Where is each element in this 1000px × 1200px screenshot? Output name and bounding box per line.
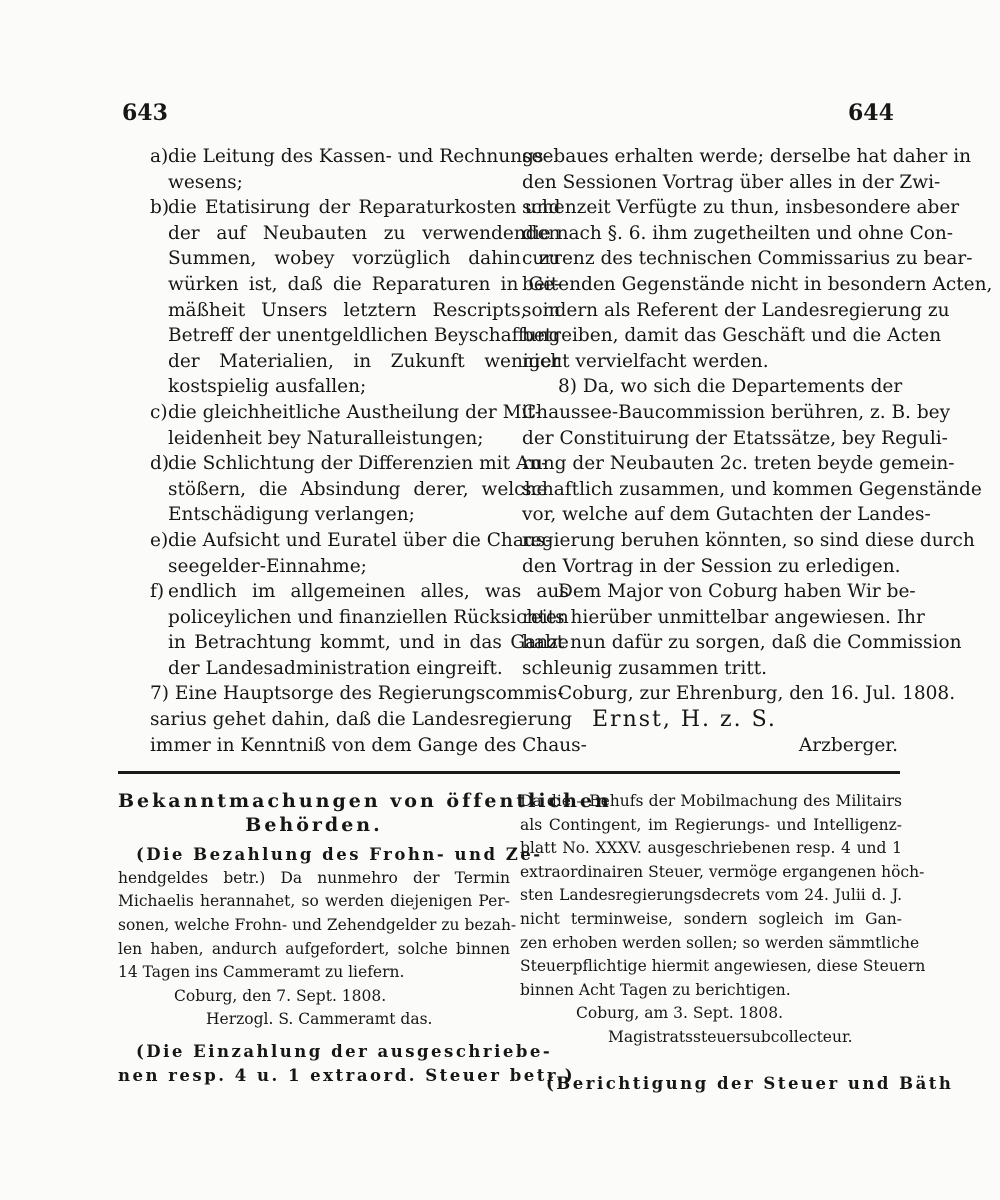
text-line: nicht vervielfacht werden. <box>522 350 769 372</box>
text-line: Dem Major von Coburg haben Wir be- <box>558 581 916 603</box>
text-line: mäßheit Unsers letztern Rescripts, in <box>168 299 561 321</box>
notice-authority: Magistratssteuersubcollecteur. <box>608 1027 853 1046</box>
text-line: regierung beruhen könnten, so sind diese durch <box>522 529 975 551</box>
text-line: leidenheit bey Naturalleistungen; <box>168 427 484 449</box>
text-line: sonen, welche Frohn- und Zehendgelder zu bezah- <box>118 915 517 934</box>
clerk-name: Arzberger. <box>798 734 898 756</box>
section-divider <box>118 771 900 774</box>
next-notice-heading: (Berichtigung der Steuer und Bäth <box>546 1073 954 1093</box>
page-number-right: 644 <box>848 100 894 126</box>
text-line: beitenden Gegenstände nicht in besondern Acten, <box>522 273 993 295</box>
text-line: habt nun dafür zu sorgen, daß die Commission <box>522 632 962 654</box>
text-line: der Constituirung der Etatssätze, bey Reguli- <box>522 427 948 449</box>
text-line: sarius gehet dahin, daß die Landesregierung <box>150 709 573 731</box>
signature: Ernst, H. z. S. <box>592 707 777 733</box>
text-line: Steuerpflichtige hiermit angewiesen, diese Steuern <box>520 957 926 976</box>
place-date: Coburg, zur Ehrenburg, den 16. Jul. 1808. <box>558 683 956 705</box>
notice-frohn <box>118 843 543 985</box>
text-line: würken ist, daß die Reparaturen in Ge- <box>168 273 561 295</box>
text-line: die Aufsicht und Euratel über die Chaus- <box>168 529 552 551</box>
text-line: policeylichen und finanziellen Rücksichten <box>168 606 569 628</box>
text-line: (Die Einzahlung der ausgeschriebe- <box>136 1041 553 1061</box>
lower-right-column <box>520 790 954 1095</box>
text-line: der Landesadministration eingreift. <box>168 657 503 679</box>
list-item-c <box>120 400 542 451</box>
upper-left-column <box>120 144 587 758</box>
list-item-a <box>120 144 550 195</box>
text-line: den Vortrag in der Session zu erledigen. <box>522 555 901 577</box>
heading-line: Bekanntmachungen von öffentlichen <box>118 790 612 812</box>
text-line: schaftlich zusammen, und kommen Gegenstände <box>522 478 982 500</box>
text-line: len haben, andurch aufgefordert, solche binnen <box>118 939 510 958</box>
text-line: immer in Kenntniß von dem Gange des Chaus- <box>150 734 587 756</box>
text-line: 8) Da, wo sich die Departements der <box>558 376 903 398</box>
text-line: der auf Neubauten zu verwendenden <box>168 222 561 244</box>
item-label: c) <box>150 401 168 423</box>
notice-authority: Herzogl. S. Cammeramt das. <box>206 1010 433 1029</box>
section-heading <box>118 790 612 837</box>
text-line: der Materialien, in Zukunft weniger <box>168 350 561 372</box>
notice-steuer <box>520 790 926 1002</box>
list-item-f <box>120 579 569 681</box>
text-line: sondern als Referent der Landesregierung zu <box>522 299 950 321</box>
item-label: b) <box>150 197 170 219</box>
text-line: 7) Eine Hauptsorge des Regierungscommis- <box>150 683 564 705</box>
text-line: den Sessionen Vortrag über alles in der Zwi- <box>522 171 941 193</box>
lower-left-column <box>118 790 612 1087</box>
text-line: Summen, wobey vorzüglich dahin zu <box>168 248 561 270</box>
text-line: sten Landesregierungsdecrets vom 24. Julii d. J. <box>520 886 902 905</box>
text-line: nicht terminweise, sondern sogleich im Gan- <box>520 909 902 928</box>
text-line: schleunig zusammen tritt. <box>522 657 768 679</box>
text-line: als Contingent, im Regierungs- und Intelligenz- <box>520 815 902 834</box>
text-line: currenz des technischen Commissarius zu bear- <box>522 248 973 270</box>
text-line: stößern, die Absindung derer, welche <box>168 478 548 500</box>
list-item-d <box>120 451 548 528</box>
text-line: Betreff der unentgeldlichen Beyschaffung <box>168 325 561 347</box>
text-line: die Schlichtung der Differenzien mit An- <box>168 453 548 475</box>
text-line: seebaues erhalten werde; derselbe hat daher in <box>522 146 972 167</box>
text-line: die nach §. 6. ihm zugetheilten und ohne Con- <box>522 222 954 244</box>
item-label: e) <box>150 529 169 551</box>
notice-date: Coburg, am 3. Sept. 1808. <box>576 1004 784 1023</box>
text-line: die gleichheitliche Austheilung der Mit- <box>168 401 542 423</box>
text-line: die Etatisirung der Reparaturkosten und <box>168 197 561 219</box>
text-line: zen erhoben werden sollen; so werden sämmtliche <box>520 933 920 952</box>
text-line: vor, welche auf dem Gutachten der Landes- <box>522 504 931 526</box>
paragraph-7 <box>120 681 587 758</box>
text-line: rung der Neubauten 2c. treten beyde gemein- <box>522 453 955 475</box>
page-number-left: 643 <box>122 100 168 126</box>
upper-right-column <box>522 144 993 758</box>
text-line: 14 Tagen ins Cammeramt zu liefern. <box>118 963 405 982</box>
text-line: endlich im allgemeinen alles, was aus <box>168 581 569 603</box>
text-line: (Die Bezahlung des Frohn- und Ze- <box>136 845 543 865</box>
text-line: extraordinairen Steuer, vermöge ergangenen höch- <box>520 862 925 881</box>
next-notice-heading <box>118 1040 576 1087</box>
paragraph-major <box>522 579 962 681</box>
text-line: reits hierüber unmittelbar angewiesen. Ihr <box>522 606 925 628</box>
paragraph-8 <box>522 374 982 579</box>
heading-line: Behörden. <box>245 813 383 836</box>
paragraph-continuation <box>522 144 993 374</box>
text-line: schenzeit Verfügte zu thun, insbesondere aber <box>522 197 960 219</box>
text-line: Michaelis herannahet, so werden diejenigen Per- <box>118 892 510 911</box>
text-line: blatt No. XXXV. ausgeschriebenen resp. 4 und 1 <box>520 839 902 858</box>
text-line: die Leitung des Kassen- und Rechnungs- <box>168 146 550 167</box>
text-line: Entschädigung verlangen; <box>168 504 415 526</box>
item-label: f) <box>150 581 165 603</box>
text-line: seegelder-Einnahme; <box>168 555 367 577</box>
text-line: Da die – Behufs der Mobilmachung des Militairs <box>520 792 902 810</box>
text-line: Chaussee-Baucommission berühren, z. B. bey <box>522 401 951 423</box>
text-line: wesens; <box>168 171 243 193</box>
notice-date: Coburg, den 7. Sept. 1808. <box>174 986 387 1005</box>
text-line: betreiben, damit das Geschäft und die Acten <box>522 325 942 347</box>
list-item-b <box>120 195 561 400</box>
item-label: d) <box>150 453 170 475</box>
text-line: hendgeldes betr.) Da nunmehro der Termin <box>118 868 510 887</box>
item-label: a) <box>150 146 169 167</box>
text-line: in Betrachtung kommt, und in das Ganze <box>168 632 569 654</box>
text-line: kostspielig ausfallen; <box>168 376 367 398</box>
text-line: binnen Acht Tagen zu berichtigen. <box>520 980 791 999</box>
text-line: nen resp. 4 u. 1 extraord. Steuer betr.) <box>118 1065 576 1085</box>
list-item-e <box>120 528 552 579</box>
